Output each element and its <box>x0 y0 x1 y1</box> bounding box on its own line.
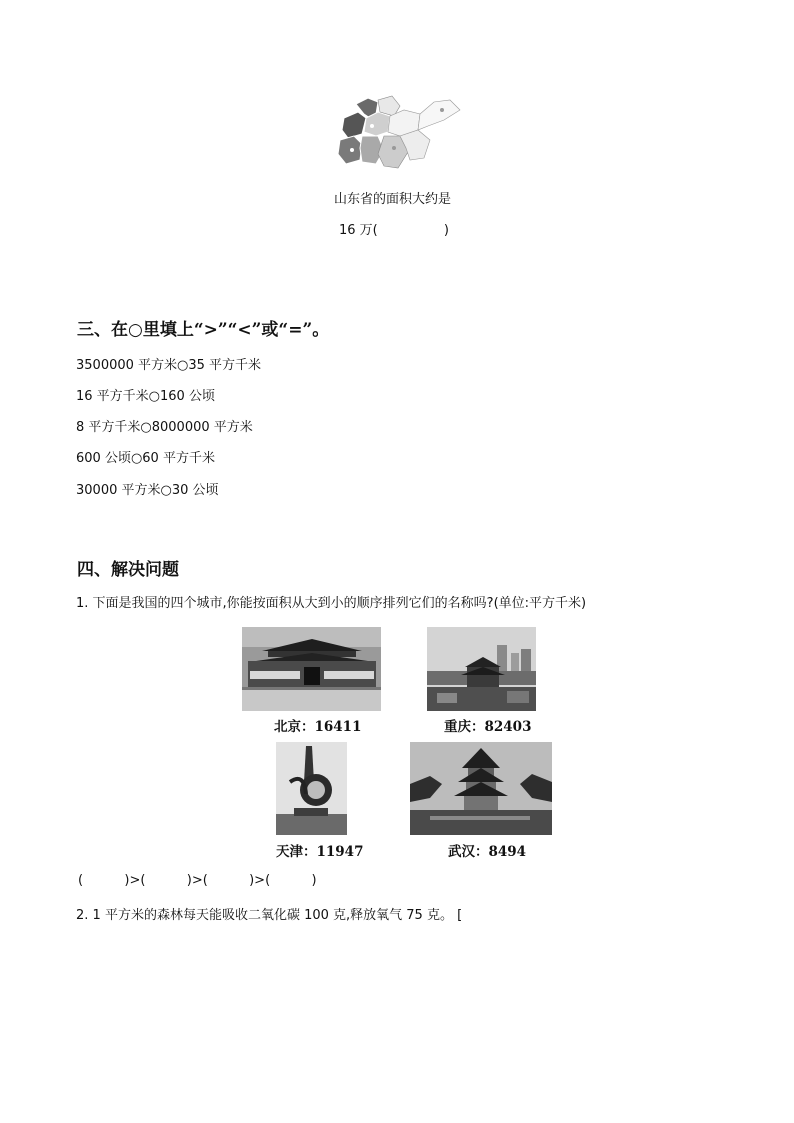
beijing-photo <box>242 627 381 711</box>
wuhan-photo <box>410 742 552 835</box>
city-label-tianjin: 天津：11947 <box>276 844 364 860</box>
order-answer-blanks: ( )>( )>( )>( ) <box>78 873 317 888</box>
shandong-map-image <box>334 92 462 172</box>
question-1: 1. 下面是我国的四个城市,你能按面积从大到小的顺序排列它们的名称吗?(单位:平方千米) <box>76 596 587 611</box>
tianjin-photo <box>276 742 347 835</box>
city-label-beijing: 北京：16411 <box>274 719 362 735</box>
city-label-chongqing: 重庆：82403 <box>444 719 532 735</box>
compare-item-1: 3500000 平方米○35 平方千米 <box>76 358 262 373</box>
compare-item-5: 30000 平方米○30 公顷 <box>76 483 219 498</box>
question-2: 2. 1 平方米的森林每天能吸收二氧化碳 100 克,释放氧气 75 克。 [ <box>76 908 463 923</box>
section-4-title: 四、解决问题 <box>77 560 179 580</box>
section-3-title: 三、在○里填上“>”“<”或“=”。 <box>77 320 330 340</box>
compare-item-3: 8 平方千米○8000000 平方米 <box>76 420 253 435</box>
chongqing-photo <box>427 627 536 711</box>
map-answer-line: 16 万( ) <box>339 223 449 238</box>
map-caption: 山东省的面积大约是 <box>334 192 452 207</box>
compare-item-2: 16 平方千米○160 公顷 <box>76 389 215 404</box>
compare-item-4: 600 公顷○60 平方千米 <box>76 451 215 466</box>
city-label-wuhan: 武汉：8494 <box>448 844 527 860</box>
